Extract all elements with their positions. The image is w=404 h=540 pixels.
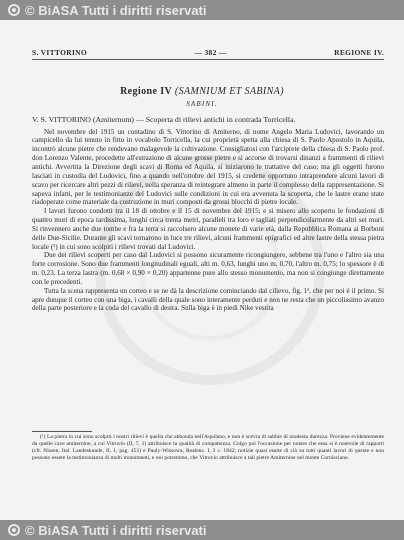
header-right: REGIONE IV. xyxy=(334,48,384,57)
scanned-page xyxy=(0,20,404,520)
footnote-rule xyxy=(32,431,92,432)
copyright-circle-icon xyxy=(8,524,20,536)
paragraph: I lavori furono condotti tra il 18 di ottobre e il 15 di novembre del 1915; e si misero allo scoperto le fondazioni di quattro muri di epoca tardissima, lunghi circa trenta metri, paralleli tra loro e tagliati perpendicolarmente da altri sei muri. Si rinvennero anche due tombe e fra la terra si raccolsero alcune monete di varie età, dalla Repubblica Romana ai Borboni delle Due-Sicilie. Durante gli scavi tornarono in luce tre rilievi, alcuni frammenti epigrafici ed altre lastre della stessa pietra locale (¹) in cui sono scolpiti i rilievi trovati dal Ludovici. xyxy=(32,207,384,251)
paragraph: Tutta la scena rappresenta un corteo e se ne dà la descrizione cominciando dal cilievo, fig. 1ª, che per noi è il primo. Si apre dunque il corteo con una biga, i cavalli della quale sono interamente perduti e non ne resta che un piccolissimo avanzo della parte posteriore e la coda del cavallo di destra. Sulla biga è in piedi Nike vestita xyxy=(32,286,384,313)
article-heading: V. S. VITTORINO (Amiternum) — Scoperta di rilievi antichi in contrada Torricella. xyxy=(32,115,296,124)
copyright-circle-icon xyxy=(8,4,20,16)
banner-text: © BiASA Tutti i diritti riservati xyxy=(25,2,207,18)
running-header xyxy=(32,48,384,57)
banner-text: © BiASA Tutti i diritti riservati xyxy=(25,522,207,538)
section-title xyxy=(0,86,404,97)
paragraph: Nel novembre del 1915 un contadino di S. Vittorino di Amiterno, di nome Angelo Maria Ludovici, lavorando un campicello da lui tenuto in fitto in vocabolo Torricella, la cui proprietà spetta alla chiesa di S. Paolo Apostolo in Aquila, incontrò alcune pietre che rendevano malagevole la coltivazione. Consigliatosi con l'arciprete della chiesa di S. Paolo prof. don Lorenzo Valente, procedette all'estrazione di alcune grosse pietre e si accorse di trovarsi dinanzi a frammenti di rilievi antichi. Avvertita la Direzione degli scavi di Roma ed Aquila, si iniziarono le trattative del caso; ma gli oggetti furono lasciati in custodia del Ludovici, fino a quando nell'ottobre del 1915, si credette opportuno intraprendere alcuni lavori di scavo per ricercare altri pezzi di rilievi, nella speranza di reintegrare almeno in parte il complesso della rappresentazione. Si sapeva infatti, per le testimonianze del Ludovici sulle condizioni in cui era avvenuta la scoperta, che le lastre erano state riadoperate come materiale da costruzione in muri composti da grossi blocchi di pietre locale. xyxy=(32,127,384,207)
section-title-prefix: Regione IV xyxy=(120,86,172,97)
watermark-banner-top xyxy=(0,0,404,20)
section-subtitle: SABINI. xyxy=(186,100,218,108)
article-body xyxy=(32,115,384,313)
watermark-banner-bottom xyxy=(0,520,404,540)
page-number: — 382 — xyxy=(194,48,227,57)
section-title-italic: (SAMNIUM ET SABINA) xyxy=(174,86,284,97)
header-left: S. VITTORINO xyxy=(32,48,88,57)
paragraph: Due dei rilievi scoperti per caso dal Ludovici si possono sicuramente ricongiungere, sebbene tra l'uno e l'altro sia una forte corrosione. Sono due frammenti longitudinali eguali, alti m. 0,63, lunghi uno m. 0,70, l'altro m. 0,75; lo spessore è di m. 0,23. La terza lastra (m. 0,68 × 0,90 × 0,20) appartenne pure allo stesso monumento, ma non si congiunge direttamente con le precedenti. xyxy=(32,251,384,286)
footnote xyxy=(32,434,384,462)
header-rule xyxy=(32,59,384,60)
footnote-text: (¹) La pietra in cui sono scolpiti i nostri rilievi è quella che abbonda nell'Aquilano, e non è scevra di sabbie di modesta durezza. Proviene evidentemente da quelle cave amiternine, a cui Vitruvio (II, 7, 1) attribuisce la qualità di compattezza. Colgo poi l'occasione per notare che essa si è notevole di rapporti (cfr. Nissen, Ital. Landeskunde, II, 1, pag. 451) e Pauly-Wissowa, Realenc. I, 2 c. 1842; notizie quasi esatte di ciò su tutti quanti lavori di queste e non possono essere la testimonianza di molti monumenti, e noi potremmo, che Vitruvio attribuisce a tali pietre Amiternine nel monte Cornisciano. xyxy=(32,434,384,462)
